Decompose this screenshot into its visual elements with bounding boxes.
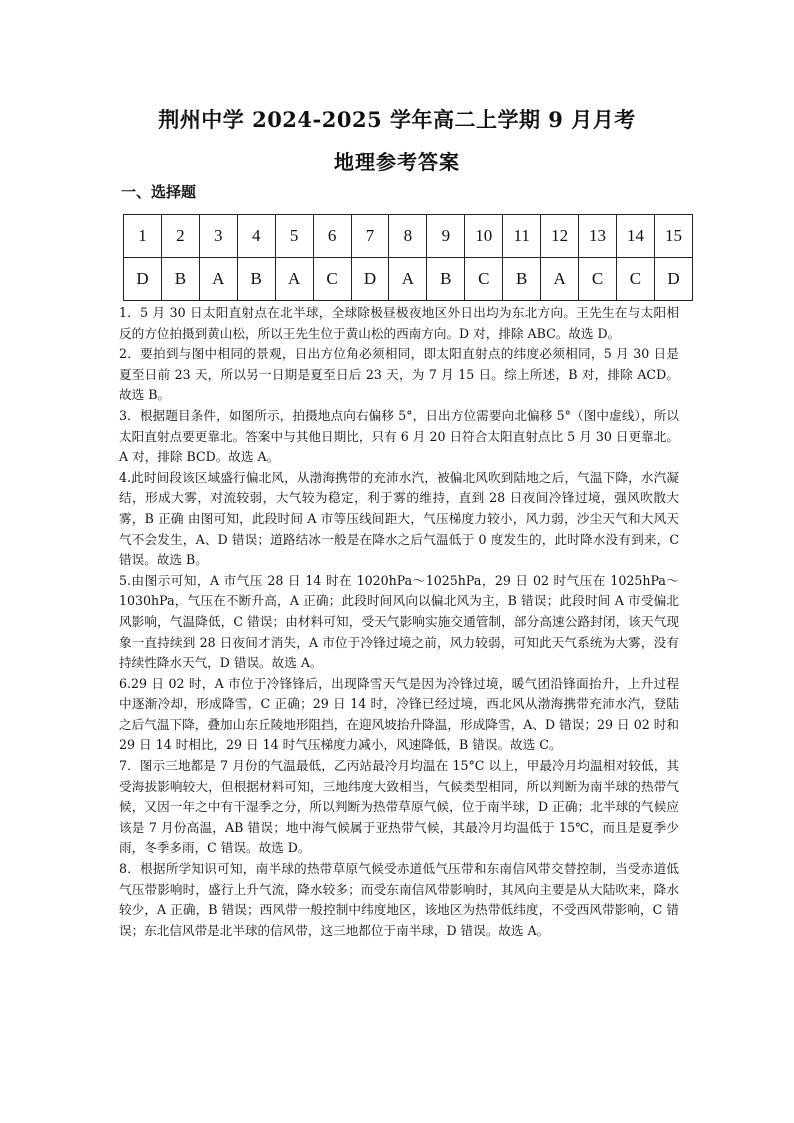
section-heading: 一、选择题 (121, 183, 197, 201)
explanation-paragraph: 4.此时间段该区域盛行偏北风，从渤海携带的充沛水汽，被偏北风吹到陆地之后，气温下降，水汽凝结，形成大雾，对流较弱，大气较为稳定，利于雾的维持，直到 28 日夜间冷锋过境，强风吹散大雾，B 正确 由图可知，此段时间 A 市等压线间距大，气压梯度力较小，风力弱，沙尘天气和大风天气不会发生，A、D 错误；道路结冰一般是在降水之后气温低于 0 度发生的，此时降水没有到来，C 错误。故选 B。 (119, 469, 679, 568)
answer-cell: C (313, 258, 351, 301)
question-number-row (124, 215, 693, 258)
answer-cell: A (275, 258, 313, 301)
question-number-cell: 12 (541, 215, 579, 258)
explanation-paragraph: 2．要拍到与图中相同的景观，日出方位角必须相同，即太阳直射点的纬度必须相同，5 月 30 日是夏至日前 23 天，所以另一日期是夏至日后 23 天，为 7 月 15 日。综上所述，B 对，排除 ACD。故选 B。 (119, 346, 679, 403)
answer-cell: D (351, 258, 389, 301)
question-number-cell: 2 (161, 215, 199, 258)
answer-cell: A (199, 258, 237, 301)
answer-cell: D (124, 258, 162, 301)
answer-cell: B (427, 258, 465, 301)
explanation-paragraph: 8．根据所学知识可知，南半球的热带草原气候受赤道低气压带和东南信风带交替控制，当受赤道低气压带影响时，盛行上升气流，降水较多；而受东南信风带影响时，其风向主要是从大陆吹来，降水较少，A 正确，B 错误；西风带一般控制中纬度地区，该地区为热带低纬度，不受西风带影响，C 错误；东北信风带是北半球的信风带，这三地都位于南半球，D 错误。故选 A。 (119, 861, 679, 938)
question-number-cell: 3 (199, 215, 237, 258)
question-number-cell: 14 (616, 215, 654, 258)
answer-cell: B (503, 258, 541, 301)
explanation-paragraph: 5.由图示可知，A 市气压 28 日 14 时在 1020hPa～1025hPa，29 日 02 时气压在 1025hPa～1030hPa，气压在不断升高，A 正确；此段时间风向以偏北风为主，B 错误；此段时间 A 市受偏北风影响，气温降低，C 错误；由材料可知，受天气影响实施交通管制，部分高速公路封闭，该天气现象一直持续到 28 日夜间才消失，A 市位于冷锋过境之前，风力较弱，可知此天气系统为大雾，没有持续性降水天气，D 错误。故选 A。 (119, 572, 679, 671)
answer-cell: C (465, 258, 503, 301)
question-number-cell: 11 (503, 215, 541, 258)
answer-cell: A (541, 258, 579, 301)
explanation-paragraph: 3．根据题目条件，如图所示，拍摄地点向右偏移 5°，日出方位需要向北偏移 5°（图中虚线），所以太阳直射点要更靠北。答案中与其他日期比，只有 6 月 20 日符合太阳直射点比 5 月 30 日更靠北。A 对，排除 BCD。故选 A。 (119, 407, 679, 465)
question-number-cell: 1 (124, 215, 162, 258)
explanation-paragraph: 1．5 月 30 日太阳直射点在北半球，全球除极昼极夜地区外日出均为东北方向。王先生在与太阳相反的方位拍摄到黄山松，所以王先生位于黄山松的西南方向。D 对，排除 ABC。故选 D。 (119, 305, 679, 341)
question-number-cell: 6 (313, 215, 351, 258)
answer-cell: D (654, 258, 692, 301)
question-number-cell: 9 (427, 215, 465, 258)
answer-cell: C (616, 258, 654, 301)
question-number-cell: 4 (237, 215, 275, 258)
answer-letter-row (124, 258, 693, 301)
answer-cell: B (161, 258, 199, 301)
answer-cell: B (237, 258, 275, 301)
question-number-cell: 13 (579, 215, 617, 258)
answer-table (123, 214, 693, 301)
answer-cell: A (389, 258, 427, 301)
page-title: 荆州中学 2024-2025 学年高二上学期 9 月月考 (158, 107, 636, 132)
question-number-cell: 5 (275, 215, 313, 258)
question-number-cell: 8 (389, 215, 427, 258)
explanation-paragraph: 6.29 日 02 时，A 市位于冷锋锋后，出现降雪天气是因为冷锋过境，暖气团沿锋面抬升，上升过程中逐渐冷却，形成降雪，C 正确；29 日 14 时，冷锋已经过境，西北风从渤海携带充沛水汽，登陆之后气温下降，叠加山东丘陵地形阻挡，在迎风坡抬升降温，形成降雪，A、D 错误；29 日 02 时和 29 日 14 时相比，29 日 14 时气压梯度力减小，风速降低，B 错误。故选 C。 (119, 675, 679, 753)
explanation-paragraph: 7．图示三地都是 7 月份的气温最低，乙丙站最冷月均温在 15°C 以上，甲最冷月均温相对较低，其受海拔影响较大，但根据材料可知，三地纬度大致相当，气候类型相同，所以判断为南半球的热带气候，又因一年之中有干湿季之分，所以判断为热带草原气候，位于南半球，D 正确；北半球的气候应该是 7 月份高温，AB 错误；地中海气候属于亚热带气候，其最冷月均温低于 15℃，而且是夏季少雨，冬季多雨，C 错误。故选 D。 (119, 758, 679, 856)
question-number-cell: 15 (654, 215, 692, 258)
page-subtitle: 地理参考答案 (334, 150, 460, 174)
question-number-cell: 10 (465, 215, 503, 258)
question-number-cell: 7 (351, 215, 389, 258)
answer-cell: C (579, 258, 617, 301)
explanations (119, 303, 679, 941)
